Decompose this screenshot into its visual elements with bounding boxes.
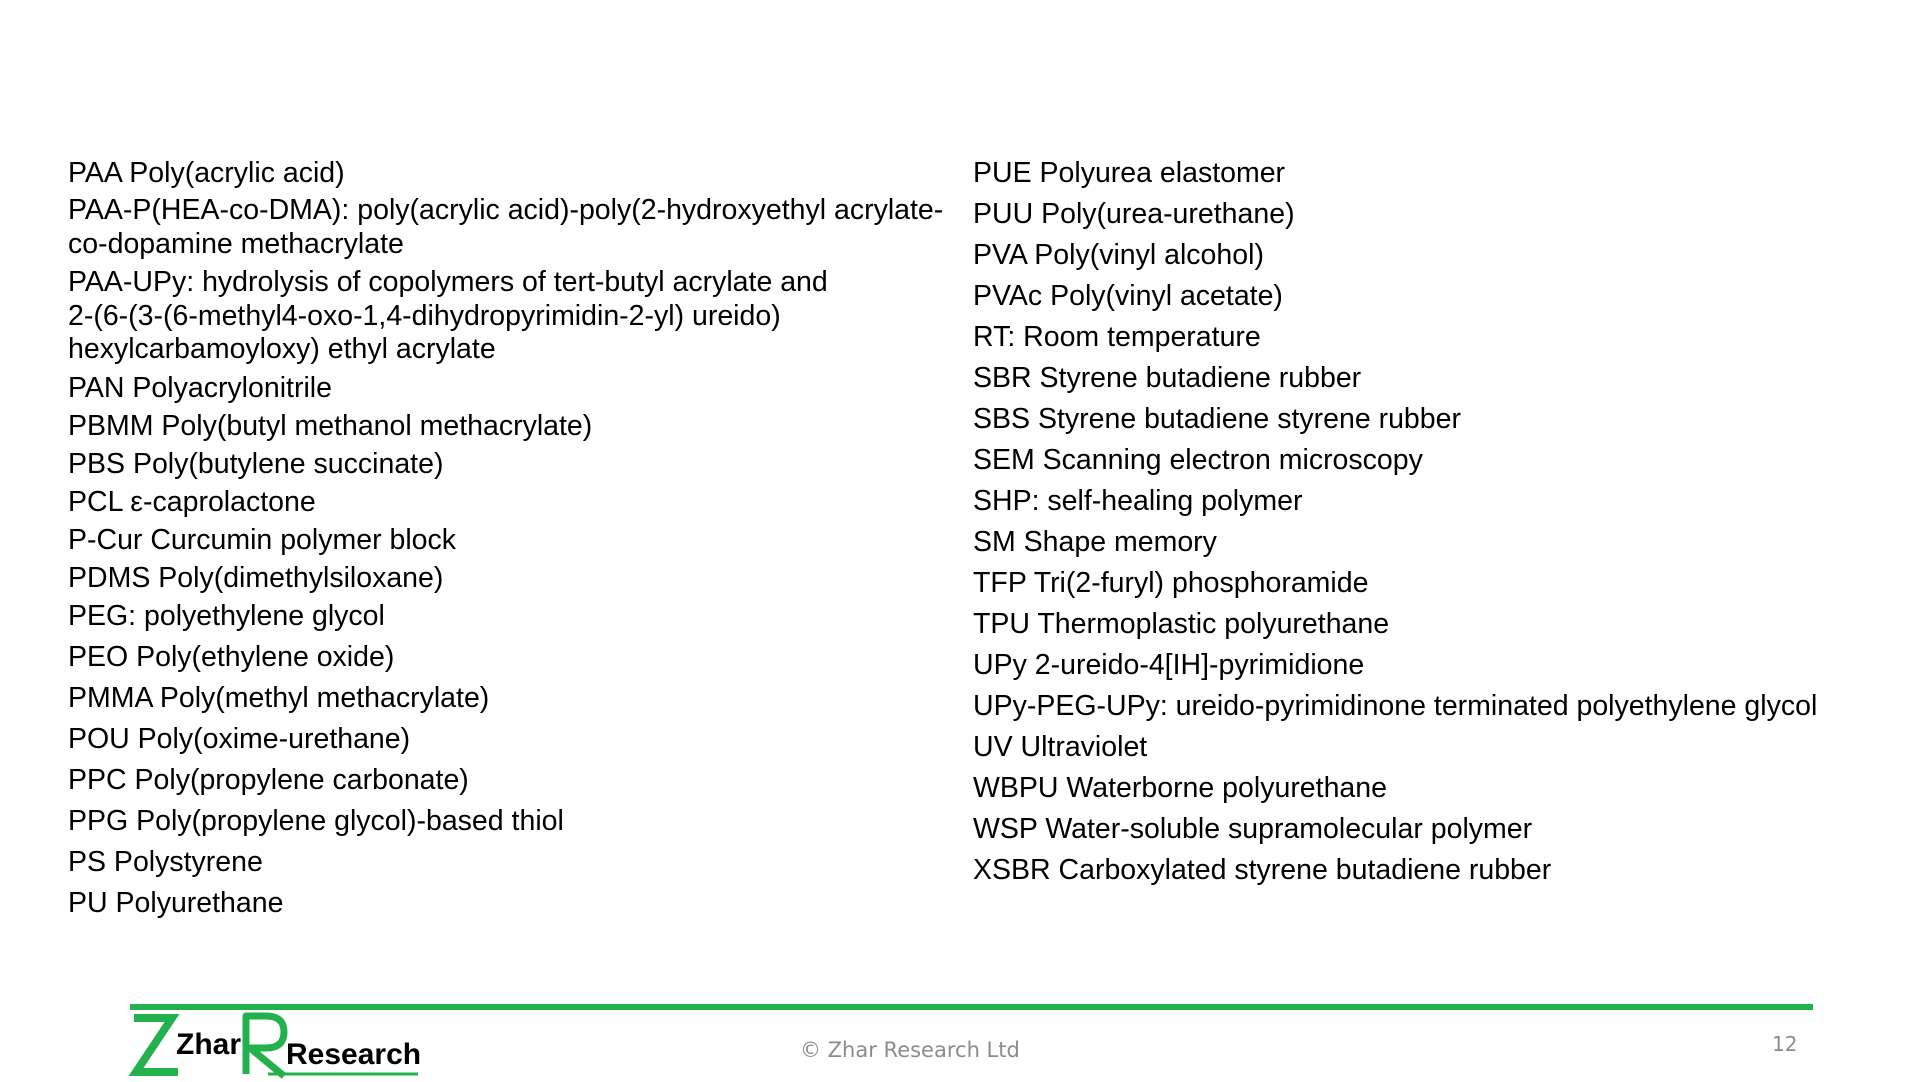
glossary-entry: SM Shape memory: [973, 526, 1217, 558]
glossary-entry: PEO Poly(ethylene oxide): [68, 641, 395, 673]
glossary-entry: PBMM Poly(butyl methanol methacrylate): [68, 410, 593, 442]
glossary-entry: TFP Tri(2-furyl) phosphoramide: [973, 567, 1369, 599]
glossary-entry: PS Polystyrene: [68, 846, 263, 878]
glossary-entry: PBS Poly(butylene succinate): [68, 448, 444, 480]
glossary-entry: PPC Poly(propylene carbonate): [68, 764, 469, 796]
glossary-entry: PEG: polyethylene glycol: [68, 600, 385, 632]
glossary-entry: SBS Styrene butadiene styrene rubber: [973, 403, 1461, 435]
glossary-entry: PVA Poly(vinyl alcohol): [973, 239, 1264, 271]
glossary-entry: SEM Scanning electron microscopy: [973, 444, 1423, 476]
logo-text-zhar: Zhar: [176, 1028, 242, 1061]
glossary-entry: PPG Poly(propylene glycol)-based thiol: [68, 805, 564, 837]
logo-text-research: Research: [286, 1038, 422, 1071]
glossary-entry: P-Cur Curcumin polymer block: [68, 524, 457, 556]
glossary-entry: SBR Styrene butadiene rubber: [973, 362, 1362, 394]
glossary-entry: PU Polyurethane: [68, 887, 284, 919]
glossary-entry: POU Poly(oxime-urethane): [68, 723, 411, 755]
glossary-entry: WSP Water-soluble supramolecular polymer: [973, 813, 1533, 845]
glossary-entry: TPU Thermoplastic polyurethane: [973, 608, 1390, 640]
glossary-entry: PAA Poly(acrylic acid): [68, 157, 345, 189]
glossary-entry: PMMA Poly(methyl methacrylate): [68, 682, 490, 714]
glossary-entry: PUE Polyurea elastomer: [973, 157, 1286, 189]
glossary-entry: PAA-UPy: hydrolysis of copolymers of tert-butyl acrylate and 2-(6-(3-(6-methyl4-oxo-1,4-dihydropyrimidin-2-yl) ureido) hexylcarbamoyloxy) ethyl acrylate: [68, 266, 828, 365]
glossary-entry: UPy-PEG-UPy: ureido-pyrimidinone terminated polyethylene glycol: [973, 690, 1818, 722]
page-number: 12: [1772, 1032, 1798, 1056]
glossary-entry: WBPU Waterborne polyurethane: [973, 772, 1387, 804]
glossary-entry: PAA-P(HEA-co-DMA): poly(acrylic acid)-poly(2-hydroxyethyl acrylate- co-dopamine methacrylate: [68, 194, 944, 260]
glossary-entry: UV Ultraviolet: [973, 731, 1148, 763]
glossary-entry: PVAc Poly(vinyl acetate): [973, 280, 1283, 312]
glossary-entry: UPy 2-ureido-4[IH]-pyrimidione: [973, 649, 1365, 681]
glossary-entry: PCL ε-caprolactone: [68, 486, 316, 518]
glossary-entry: PUU Poly(urea-urethane): [973, 198, 1295, 230]
footer-divider: [130, 1004, 1813, 1010]
copyright-notice: © Zhar Research Ltd: [800, 1038, 1020, 1062]
glossary-entry: XSBR Carboxylated styrene butadiene rubber: [973, 854, 1552, 886]
zhar-research-logo: [128, 1012, 428, 1082]
glossary-entry: PAN Polyacrylonitrile: [68, 372, 332, 404]
glossary-entry: PDMS Poly(dimethylsiloxane): [68, 562, 444, 594]
glossary-entry: SHP: self-healing polymer: [973, 485, 1303, 517]
glossary-entry: RT: Room temperature: [973, 321, 1261, 353]
